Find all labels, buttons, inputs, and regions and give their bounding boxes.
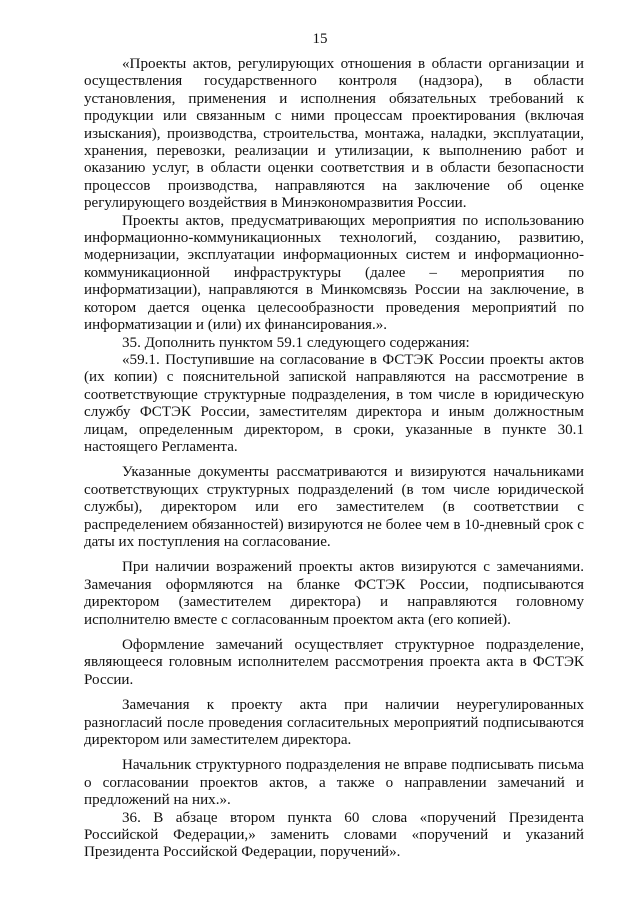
paragraph-informatization: Проекты актов, предусматривающих мероприятия по использованию информационно-коммуникационных технологий, созданию, развитию, модернизации, эксплуатации информационных систем и информационно-коммуникационной инфраструктуры (далее – мероприятия по информатизации), направляются в Минкомсвязь России на заключение, в котором дается оценка целесообразности проведения мероприятий по информатизации и (или) их финансирования.». [84,212,584,334]
paragraph-item-36: 36. В абзаце втором пункта 60 слова «поручений Президента Российской Федерации,» заменить словами «поручений и указаний Президента Российской Федерации, поручений». [84,809,584,861]
paragraph-review-and-approval: Указанные документы рассматриваются и визируются начальниками соответствующих структурных подразделений (в том числе юридической службы), директором или его заместителем (в соответствии с распределением обязанностей) визируются не более чем в 10-дневный срок с даты их поступления на согласование. [84,464,584,550]
paragraph-regulatory-impact: «Проекты актов, регулирующих отношения в области организации и осуществления государственного контроля (надзора), в области установления, применения и исполнения обязательных требований к продукции или связанным с ними процессам проектирования (включая изыскания), производства, строительства, монтажа, наладки, эксплуатации, хранения, перевозки, реализации и утилизации, к выполнению работ и оказанию услуг, в области оценки соответствия и в области безопасности процессов производства, направляются на заключение об оценке регулирующего воздействия в Минэкономразвития России. [84,56,584,212]
document-body [84,56,584,862]
paragraph-remarks-preparation: Оформление замечаний осуществляет структурное подразделение, являющееся головным исполнителем рассмотрения проекта акта в ФСТЭК России. [84,637,584,688]
paragraph-head-of-unit-restriction: Начальник структурного подразделения не вправе подписывать письма о согласовании проектов актов, а также о направлении замечаний и предложений на них.». [84,757,584,809]
paragraph-item-35: 35. Дополнить пунктом 59.1 следующего содержания: [122,334,470,351]
page-number: 15 [312,31,328,47]
paragraph-unresolved-disagreements: Замечания к проекту акта при наличии неурегулированных разногласий после проведения согласительных мероприятий подписываются директором или заместителем директора. [84,697,584,749]
paragraph-objections: При наличии возражений проекты актов визируются с замечаниями. Замечания оформляются на бланке ФСТЭК России, подписываются директором (заместителем директора) и направляются головному исполнителю вместе с согласованным проектом акта (его копией). [84,559,584,628]
paragraph-item-59-1: «59.1. Поступившие на согласование в ФСТЭК России проекты актов (их копии) с пояснительной запиской направляются на рассмотрение в соответствующие структурные подразделения, в том числе в юридическую службу ФСТЭК России, заместителям директора и иным должностным лицам, определенным директором, в сроки, указанные в пункте 30.1 настоящего Регламента. [84,351,584,455]
